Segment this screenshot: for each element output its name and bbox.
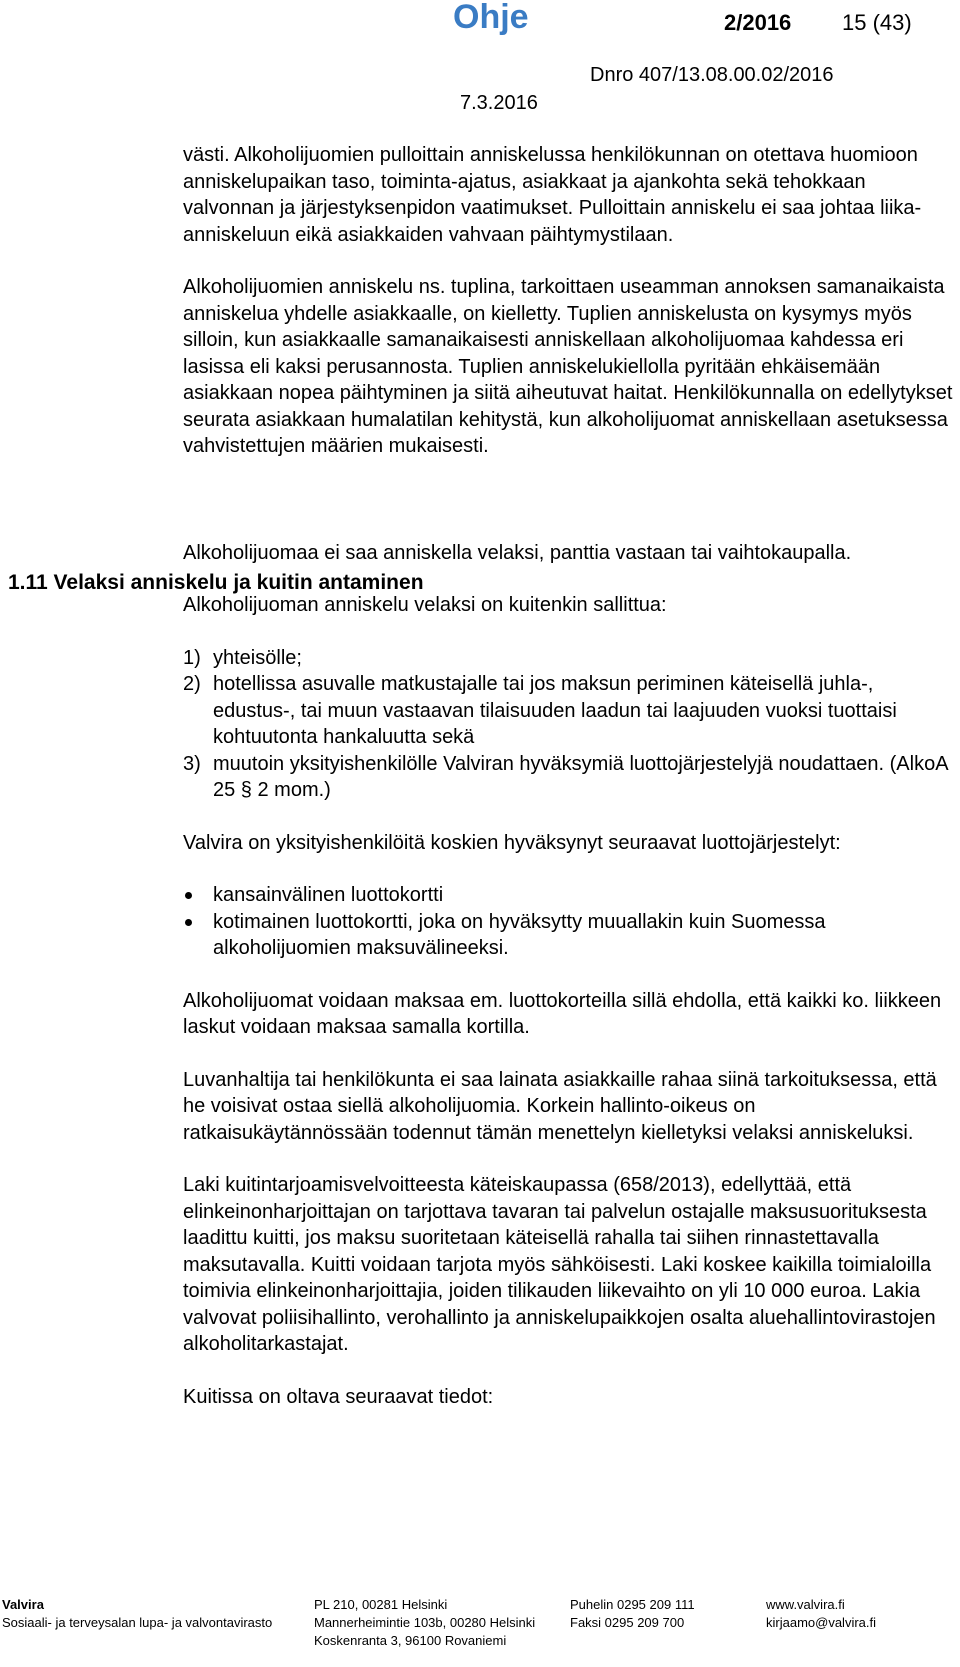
document-body <box>183 142 953 1410</box>
paragraph: västi. Alkoholijuomien pulloittain anniskelussa henkilökunnan on otettava huomioon anniskelupaikan taso, toiminta-ajatus, asiakkaat ja ajankohta sekä tehokkaan valvonnan ja järjestyksenpidon vaatimukset. Pulloittain anniskelu ei saa johtaa liika-anniskeluun eikä asiakkaiden vahvaan päihtymystilaan. <box>183 144 922 246</box>
paragraph: Laki kuitintarjoamisvelvoitteesta käteiskaupassa (658/2013), edellyttää, että elinkeinonharjoittajan on tarjottava tavaran tai palvelun ostajalle maksusuorituksesta laadittu kuitti, jos maksu suoritetaan käteisellä rahalla tai siihen rinnastettavalla maksutavalla. Kuitti voidaan tarjota myös sähköisesti. Laki koskee kaikilla toimialoilla toimivia elinkeinonharjoittajia, joiden tilikauden liikevaihto on yli 10 000 euroa. Lakia valvovat poliisihallinto, verohallinto ja anniskelupaikkojen osalta aluehallintovirastojen alkoholitarkastajat. <box>183 1174 936 1355</box>
footer-web[interactable]: www.valvira.fi <box>766 1597 845 1612</box>
paragraph: Alkoholijuomien anniskelu ns. tuplina, tarkoittaen useamman annoksen samanaikaista anniskelua yhdelle asiakkaalle, on kielletty. Tuplien anniskelusta on kysymys myös silloin, kun asiakkaalle samanaikaisesti anniskellaan alkoholijuomaa kahdessa eri lasissa eli kaksi perusannosta. Tuplien anniskelukiellolla pyritään ehkäisemään asiakkaan nopea päihtyminen ja siitä aiheutuvat haitat. Henkilökunnalla on edellytykset seurata asiakkaan humalatilan kehitystä, kun alkoholijuomat anniskellaan asetuksessa vahvistettujen määrien mukaisesti. <box>183 276 953 457</box>
paragraph: Alkoholijuomat voidaan maksaa em. luottokorteilla sillä ehdolla, että kaikki ko. liikkeen laskut voidaan maksaa samalla kortilla. <box>183 989 942 1038</box>
registry-number: Dnro 407/13.08.00.02/2016 <box>590 64 834 86</box>
paragraph: Valvira on yksityishenkilöitä koskien hyväksynyt seuraavat luottojärjestelyt: <box>183 831 841 854</box>
list-item: 1) yhteisölle; <box>183 646 302 669</box>
page-number: 15 (43) <box>842 10 912 35</box>
footer-email[interactable]: kirjaamo@valvira.fi <box>766 1615 876 1630</box>
list-item: kotimainen luottokortti, joka on hyväksytty muuallakin kuin Suomessa alkoholijuomien maksuvälineeksi. <box>183 909 953 962</box>
section-heading: 1.11 Velaksi anniskelu ja kuitin antaminen <box>8 571 424 594</box>
document-type-title: Ohje <box>453 0 529 36</box>
footer-address: PL 210, 00281 Helsinki <box>314 1597 448 1612</box>
list-item: 3) muutoin yksityishenkilölle Valviran hyväksymiä luottojärjestelyjä noudattaen. (AlkoA 25 § 2 mom.) <box>183 752 948 801</box>
list-item: kansainvälinen luottokortti <box>183 882 953 909</box>
footer-address: Koskenranta 3, 96100 Rovaniemi <box>314 1633 507 1648</box>
list-item: 2) hotellissa asuvalle matkustajalle tai jos maksun periminen käteisellä juhla-, edustus-, tai muun vastaavan tilaisuuden laadun tai laajuuden vuoksi tuottaisi kohtuutonta hankaluutta sekä <box>183 673 897 748</box>
footer-org-full: Sosiaali- ja terveysalan lupa- ja valvontavirasto <box>2 1615 273 1630</box>
paragraph: Alkoholijuoman anniskelu velaksi on kuitenkin sallittua: <box>183 594 667 616</box>
document-number: 2/2016 <box>724 10 792 35</box>
footer-fax: Faksi 0295 209 700 <box>570 1615 685 1630</box>
paragraph: Alkoholijuomaa ei saa anniskella velaksi, panttia vastaan tai vaihtokaupalla. <box>183 541 852 564</box>
footer-org: Valvira <box>2 1597 44 1612</box>
paragraph: Luvanhaltija tai henkilökunta ei saa lainata asiakkaille rahaa siinä tarkoituksessa, että he voisivat ostaa siellä alkoholijuomia. Korkein hallinto-oikeus on ratkaisukäytännössään todennut tämän menettelyn kielletyksi velaksi anniskeluksi. <box>183 1068 937 1144</box>
paragraph: Kuitissa on oltava seuraavat tiedot: <box>183 1385 494 1408</box>
bullet-list <box>183 882 953 962</box>
numbered-list <box>183 645 953 804</box>
document-date: 7.3.2016 <box>460 92 538 114</box>
footer-address: Mannerheimintie 103b, 00280 Helsinki <box>314 1615 536 1630</box>
footer-phone: Puhelin 0295 209 111 <box>570 1597 695 1612</box>
